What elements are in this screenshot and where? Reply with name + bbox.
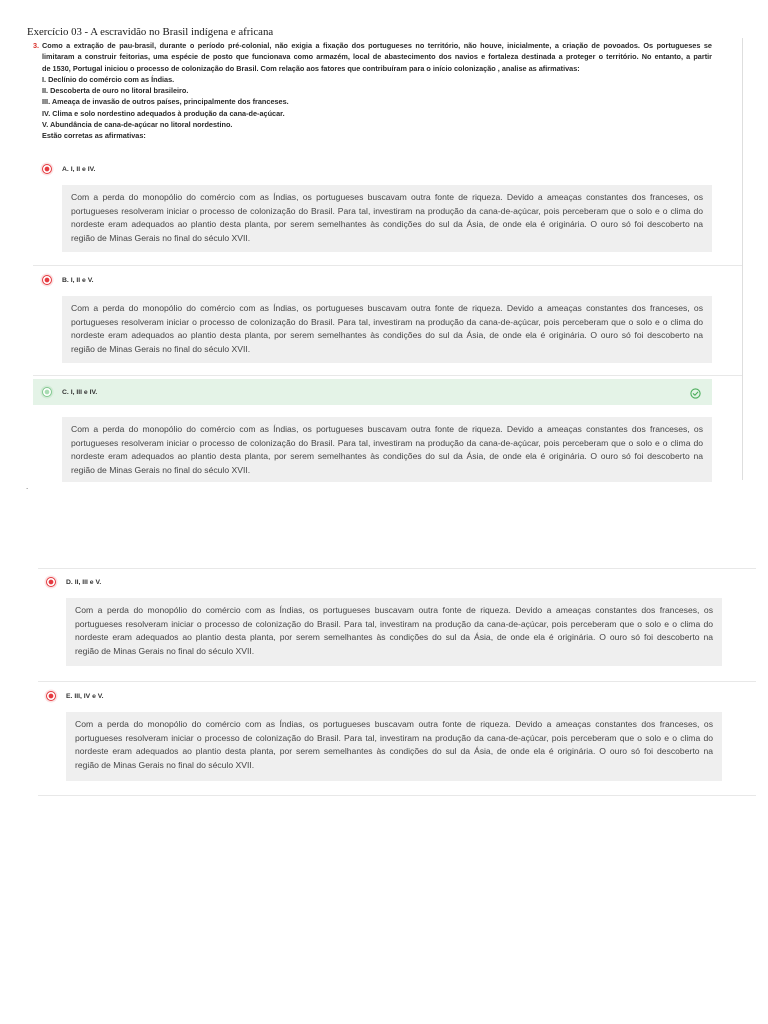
feedback-line: região de Minas Gerais no final do século XVII. bbox=[75, 645, 255, 656]
feedback-line: portugueses resolveram iniciar o processo de colonização do Brasil. Para tal, investiram na produção da cana-de-açúcar, pois perceberam que o solo e o clima do bbox=[71, 205, 703, 216]
option-d-label bbox=[66, 578, 101, 587]
feedback-line: Com a perda do monopólio do comércio com as Índias, os portugueses buscavam outra fonte de riqueza. Devido a ameaças constantes dos franceses, os bbox=[71, 303, 703, 313]
option-divider bbox=[33, 265, 742, 266]
option-e-label bbox=[66, 692, 104, 701]
option-c-label bbox=[62, 388, 97, 397]
feedback-line: região de Minas Gerais no final do século XVII. bbox=[75, 759, 255, 770]
statement-iv: IV. Clima e solo nordestino adequados à produção da cana-de-açúcar. bbox=[42, 108, 285, 118]
option-d[interactable] bbox=[46, 575, 696, 589]
option-e[interactable] bbox=[46, 689, 696, 703]
page-break-mark: . bbox=[26, 482, 29, 491]
feedback-line: Com a perda do monopólio do comércio com as Índias, os portugueses buscavam outra fonte de riqueza. Devido a ameaças constantes dos franceses, os bbox=[71, 192, 703, 202]
question-number: 3. bbox=[33, 41, 40, 50]
statement-i: I. Declínio do comércio com as Índias. bbox=[42, 74, 175, 84]
option-divider bbox=[38, 681, 756, 682]
feedback-line: Com a perda do monopólio do comércio com as Índias, os portugueses buscavam outra fonte de riqueza. Devido a ameaças constantes dos franceses, os bbox=[75, 605, 713, 615]
feedback-line: portugueses resolveram iniciar o processo de colonização do Brasil. Para tal, investiram na produção da cana-de-açúcar, pois perceberam que o solo e o clima do bbox=[75, 618, 713, 629]
option-c-feedback bbox=[62, 417, 712, 482]
feedback-line: nordeste eram adequados ao plantio desta planta, por serem semelhantes às condições do sul da Ásia, de onde ela é originária. O ouro só foi descoberto na bbox=[75, 632, 713, 643]
option-letter: A. bbox=[62, 165, 69, 173]
option-e-radio-icon[interactable] bbox=[46, 691, 56, 701]
option-divider bbox=[38, 795, 756, 796]
statement-iii: III. Ameaça de invasão de outros países, principalmente dos franceses. bbox=[42, 97, 289, 107]
statement-v: V. Abundância de cana-de-açúcar no litoral nordestino. bbox=[42, 120, 233, 130]
option-a-radio-icon[interactable] bbox=[42, 164, 52, 174]
option-d-feedback bbox=[66, 598, 722, 666]
question-stem-line: de 1530, Portugal iniciou o processo de colonização do Brasil. Com relação aos fatores que contribuíram para o início colonização , analise as afirmativas: bbox=[42, 63, 580, 73]
option-c-radio-icon[interactable] bbox=[42, 387, 52, 397]
feedback-line: portugueses resolveram iniciar o processo de colonização do Brasil. Para tal, investiram na produção da cana-de-açúcar, pois perceberam que o solo e o clima do bbox=[71, 437, 703, 448]
feedback-line: nordeste eram adequados ao plantio desta planta, por serem semelhantes às condições do sul da Ásia, de onde ela é originária. O ouro só foi descoberto na bbox=[71, 219, 703, 230]
option-text: I, II e V. bbox=[70, 276, 94, 284]
feedback-line: Com a perda do monopólio do comércio com as Índias, os portugueses buscavam outra fonte de riqueza. Devido a ameaças constantes dos franceses, os bbox=[71, 424, 703, 434]
option-e-feedback bbox=[66, 712, 722, 781]
document-title: Exercício 03 - A escravidão no Brasil indígena e africana bbox=[27, 26, 274, 38]
option-divider bbox=[33, 375, 742, 376]
feedback-line: nordeste eram adequados ao plantio desta planta, por serem semelhantes às condições do sul da Ásia, de onde ela é originária. O ouro só foi descoberto na bbox=[71, 451, 703, 462]
statement-ii: II. Descoberta de ouro no litoral brasileiro. bbox=[42, 86, 189, 96]
feedback-line: portugueses resolveram iniciar o processo de colonização do Brasil. Para tal, investiram na produção da cana-de-açúcar, pois perceberam que o solo e o clima do bbox=[71, 316, 703, 327]
feedback-line: Com a perda do monopólio do comércio com as Índias, os portugueses buscavam outra fonte de riqueza. Devido a ameaças constantes dos franceses, os bbox=[75, 719, 713, 729]
option-text: II, III e V. bbox=[74, 578, 102, 586]
question-body bbox=[42, 40, 712, 142]
feedback-line: nordeste eram adequados ao plantio desta planta, por serem semelhantes às condições do sul da Ásia, de onde ela é originária. O ouro só foi descoberto na bbox=[75, 746, 713, 757]
content-right-border bbox=[742, 38, 743, 480]
option-b-radio-icon[interactable] bbox=[42, 275, 52, 285]
correct-check-circle-icon bbox=[690, 388, 701, 399]
option-b-label bbox=[62, 276, 94, 285]
question-stem-line: Como a extração de pau-brasil, durante o período pré-colonial, não exigia a fixação dos portugueses no território, não houve, inicialmente, a criação de povoados. Os portugueses se bbox=[42, 41, 712, 50]
option-b[interactable] bbox=[42, 273, 692, 287]
feedback-line: portugueses resolveram iniciar o processo de colonização do Brasil. Para tal, investiram na produção da cana-de-açúcar, pois perceberam que o solo e o clima do bbox=[75, 732, 713, 743]
option-b-feedback bbox=[62, 296, 712, 363]
option-d-radio-icon[interactable] bbox=[46, 577, 56, 587]
option-letter: B. bbox=[62, 276, 69, 284]
option-letter: D. bbox=[66, 578, 73, 586]
feedback-line: região de Minas Gerais no final do século XVII. bbox=[71, 232, 251, 243]
option-text: III, IV e V. bbox=[74, 692, 104, 700]
option-a-label bbox=[62, 165, 95, 174]
option-text: I, III e IV. bbox=[70, 388, 98, 396]
option-a[interactable] bbox=[42, 162, 692, 176]
question-stem-line: limitaram a construir feitorias, uma espécie de posto que funcionava como armazém, local de abastecimento dos navios e fortaleza destinada a proteger o território. No entanto, a partir bbox=[42, 52, 712, 62]
feedback-line: região de Minas Gerais no final do século XVII. bbox=[71, 464, 251, 475]
question-3 bbox=[33, 40, 713, 142]
option-letter: E. bbox=[66, 692, 73, 700]
option-letter: C. bbox=[62, 388, 69, 396]
option-text: I, II e IV. bbox=[70, 165, 96, 173]
option-c[interactable] bbox=[42, 385, 692, 399]
option-divider bbox=[38, 568, 756, 569]
feedback-line: região de Minas Gerais no final do século XVII. bbox=[71, 343, 251, 354]
question-prompt: Estão corretas as afirmativas: bbox=[42, 131, 146, 141]
feedback-line: nordeste eram adequados ao plantio desta planta, por serem semelhantes às condições do sul da Ásia, de onde ela é originária. O ouro só foi descoberto na bbox=[71, 330, 703, 341]
option-a-feedback bbox=[62, 185, 712, 252]
